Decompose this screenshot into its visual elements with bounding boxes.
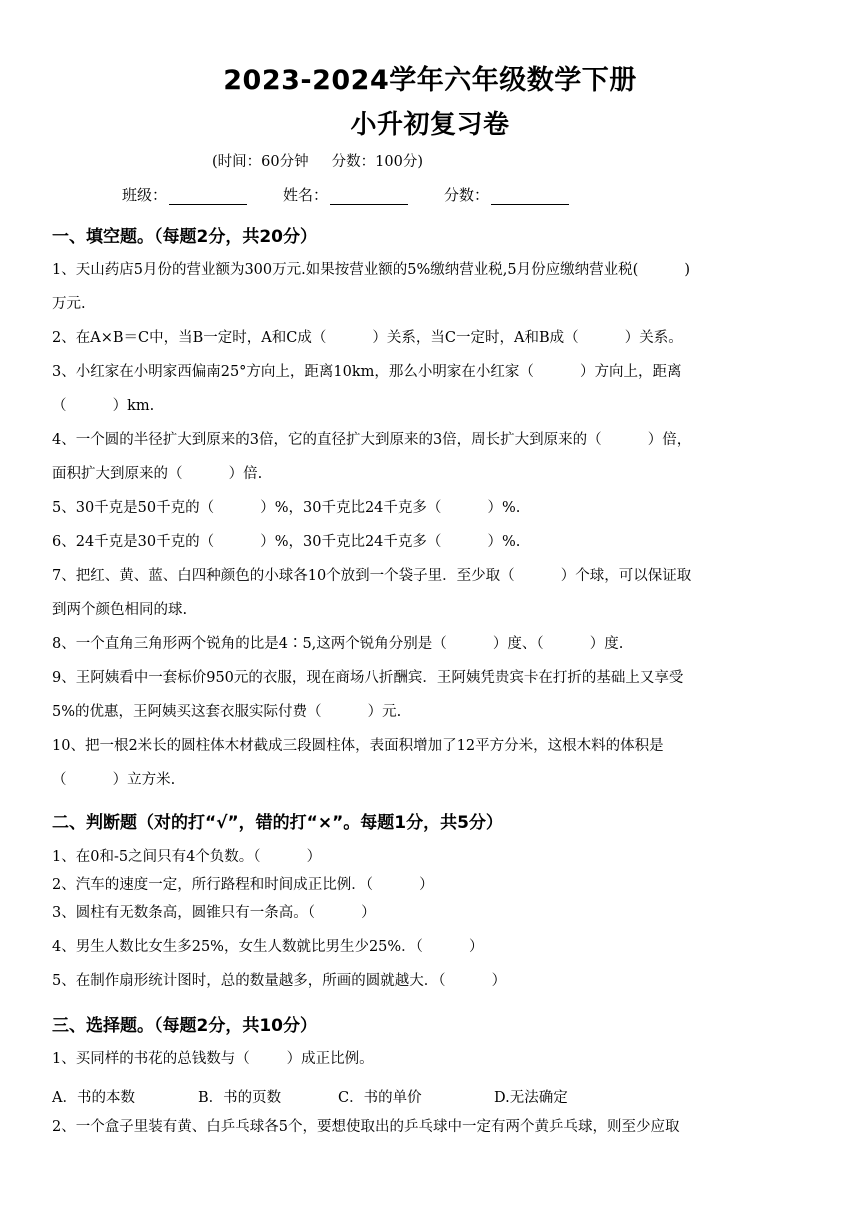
question-line: 2、在A×B＝C中，当B一定时，A和C成（ ）关系，当C一定时，A和B成（ ）关系。 [52, 330, 683, 346]
question-line: 1、在0和-5之间只有4个负数。（ ） [52, 849, 322, 865]
question-line: （ ）立方米. [52, 772, 176, 788]
exam-title: 2023-2024学年六年级数学下册 [223, 65, 637, 96]
question-line: 1、天山药店5月份的营业额为300万元.如果按营业额的5%缴纳营业税,5月份应缴纳营业税( ) [52, 262, 690, 278]
question-line: 5、30千克是50千克的（ ）%，30千克比24千克多（ ）%. [52, 500, 521, 516]
option-a[interactable]: A．书的本数 [52, 1090, 135, 1106]
choice-options [52, 1086, 568, 1107]
question-line: 8、一个直角三角形两个锐角的比是4∶5,这两个锐角分别是（ ）度、（ ）度. [52, 636, 624, 652]
name-blank[interactable] [330, 190, 408, 205]
student-info [122, 184, 605, 205]
class-label: 班级： [122, 186, 168, 204]
exam-meta [212, 150, 423, 171]
score-blank[interactable] [491, 190, 569, 205]
name-field[interactable] [283, 184, 408, 205]
question-line: 到两个颜色相同的球. [52, 602, 188, 618]
question-line: 10、把一根2米长的圆柱体木材截成三段圆柱体，表面积增加了12平方分米，这根木料的体积是 [52, 738, 664, 754]
time-limit: (时间：60分钟 [212, 154, 309, 170]
question-line: 1、买同样的书花的总钱数与（ ）成正比例。 [52, 1051, 374, 1067]
section-true-false-heading: 二、判断题（对的打“√”，错的打“×”。每题1分，共5分） [52, 813, 503, 833]
question-line: 万元. [52, 296, 86, 312]
exam-subtitle: 小升初复习卷 [350, 110, 510, 140]
name-label: 姓名： [283, 186, 329, 204]
question-line: 3、圆柱有无数条高，圆锥只有一条高。（ ） [52, 905, 376, 921]
question-line: 9、王阿姨看中一套标价950元的衣服，现在商场八折酬宾．王阿姨凭贵宾卡在打折的基础上又享受 [52, 670, 684, 686]
question-line: 6、24千克是30千克的（ ）%，30千克比24千克多（ ）%. [52, 534, 521, 550]
question-line: 3、小红家在小明家西偏南25°方向上，距离10km，那么小明家在小红家（ ）方向上，距离 [52, 364, 682, 380]
question-line: 2、汽车的速度一定，所行路程和时间成正比例．（ ） [52, 877, 434, 893]
option-c[interactable]: C．书的单价 [338, 1090, 422, 1106]
score-field[interactable] [444, 184, 569, 205]
question-line: 4、一个圆的半径扩大到原来的3倍，它的直径扩大到原来的3倍，周长扩大到原来的（ ）倍， [52, 432, 692, 448]
question-line: （ ）km. [52, 398, 155, 414]
score-label: 分数： [444, 186, 490, 204]
question-line: 5%的优惠，王阿姨买这套衣服实际付费（ ）元. [52, 704, 402, 720]
question-line: 7、把红、黄、蓝、白四种颜色的小球各10个放到一个袋子里．至少取（ ）个球，可以保证取 [52, 568, 692, 584]
question-line: 2、一个盒子里装有黄、白乒乓球各5个，要想使取出的乒乓球中一定有两个黄乒乓球，则至少应取 [52, 1119, 680, 1135]
option-d[interactable]: D.无法确定 [494, 1090, 568, 1106]
total-score: 分数：100分) [331, 154, 423, 170]
class-blank[interactable] [169, 190, 247, 205]
question-line: 4、男生人数比女生多25%，女生人数就比男生少25%．（ ） [52, 939, 484, 955]
section-fill-blank-heading: 一、填空题。（每题2分，共20分） [52, 227, 317, 247]
section-multiple-choice-heading: 三、选择题。（每题2分，共10分） [52, 1016, 317, 1036]
option-b[interactable]: B．书的页数 [198, 1090, 282, 1106]
class-field[interactable] [122, 184, 247, 205]
question-line: 面积扩大到原来的（ ）倍. [52, 466, 263, 482]
question-line: 5、在制作扇形统计图时，总的数量越多，所画的圆就越大．（ ） [52, 973, 507, 989]
